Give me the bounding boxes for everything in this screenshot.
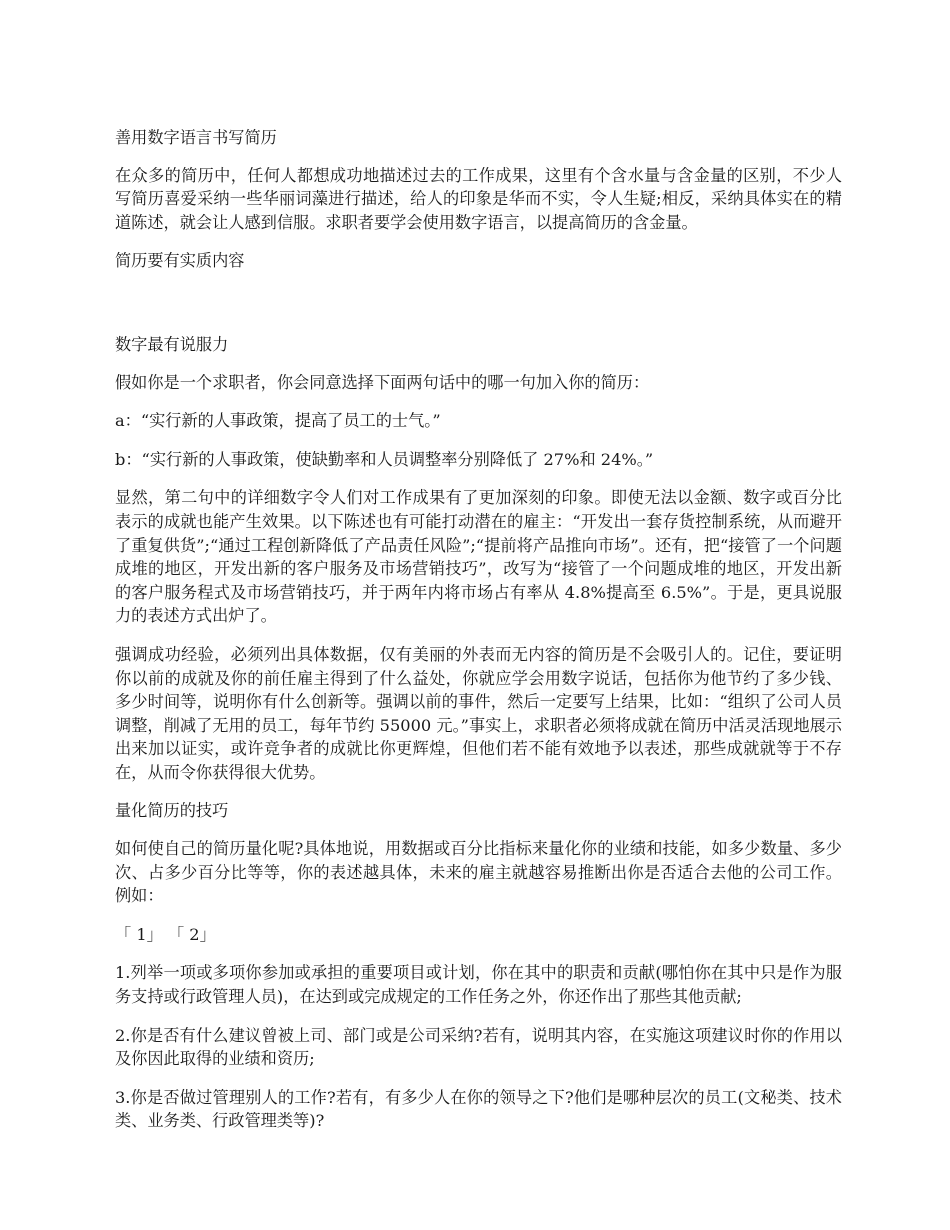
section-heading-numbers: 数字最有说服力: [115, 334, 229, 354]
blank-spacer: [115, 287, 842, 333]
section-heading-quantify: 量化简历的技巧: [115, 801, 229, 821]
paragraph-obvious: 显然，第二句中的详细数字令人们对工作成果有了更加深刻的印象。即使无法以金额、数字或百分比表示的成就也能产生效果。以下陈述也有可能打动潜在的雇主：“开发出一套存货控制系统，从而避开了重复供货”;“通过工程创新降低了产品责任风险”;“提前将产品推向市场”。还有，把“接管了一个问题成堆的地区，开发出新的客户服务及市场营销技巧”，改写为“接管了一个问题成堆的地区，开发出新的客户服务程式及市场营销技巧，并于两年内将市场占有率从 4.8%提高至 6.5%”。于是，更具说服力的表述方式出炉了。: [115, 488, 842, 626]
question-paragraph: 假如你是一个求职者，你会同意选择下面两句话中的哪一句加入你的简历：: [115, 372, 650, 392]
list-item-2: 2.你是否有什么建议曾被上司、部门或是公司采纳?若有，说明其内容，在实施这项建议时你的作用以及你因此取得的业绩和资历;: [115, 1025, 842, 1069]
section-heading-substance: 简历要有实质内容: [115, 251, 245, 271]
document-page: [115, 126, 842, 1148]
document-title: 善用数字语言书写简历: [115, 128, 277, 147]
list-item-1: 1.列举一项或多项你参加或承担的重要项目或计划，你在其中的职责和贡献(哪怕你在其中只是作为服务支持或行政管理人员)，在达到或完成规定的工作任务之外，你还作出了那些其他贡献;: [115, 963, 842, 1007]
paragraph-howto: 如何使自己的简历量化呢?具体地说，用数据或百分比指标来量化你的业绩和技能，如多少数量、多少次、占多少百分比等等，你的表述越具体，未来的雇主就越容易推断出你是否适合去他的公司工作。例如：: [115, 839, 842, 906]
list-item-3: 3.你是否做过管理别人的工作?若有，有多少人在你的领导之下?他们是哪种层次的员工(文秘类、技术类、业务类、行政管理类等)?: [115, 1087, 842, 1131]
footnote-markers: 「 1」 「 2」: [115, 924, 216, 944]
option-b: b：“实行新的人事政策，使缺勤率和人员调整率分别降低了 27%和 24%。”: [115, 449, 654, 469]
paragraph-emphasis: 强调成功经验，必须列出具体数据，仅有美丽的外表而无内容的简历是不会吸引人的。记住，要证明你以前的成就及你的前任雇主得到了什么益处，你就应学会用数字说话，包括你为他节约了多少钱、多少时间等，说明你有什么创新等。强调以前的事件，然后一定要写上结果，比如：“组织了公司人员调整，削减了无用的员工，每年节约 55000 元。”事实上，求职者必须将成就在简历中活灵活现地展示出来加以证实，或许竞争者的成就比你更辉煌，但他们若不能有效地予以表述，那些成就就等于不存在，从而令你获得很大优势。: [115, 644, 842, 782]
intro-paragraph: 在众多的简历中，任何人都想成功地描述过去的工作成果，这里有个含水量与含金量的区别，不少人写简历喜爱采纳一些华丽词藻进行描述，给人的印象是华而不实，令人生疑;相反，采纳具体实在的精道陈述，就会让人感到信服。求职者要学会使用数字语言，以提高简历的含金量。: [115, 165, 842, 232]
option-a: a：“实行新的人事政策，提高了员工的士气。”: [115, 411, 441, 431]
